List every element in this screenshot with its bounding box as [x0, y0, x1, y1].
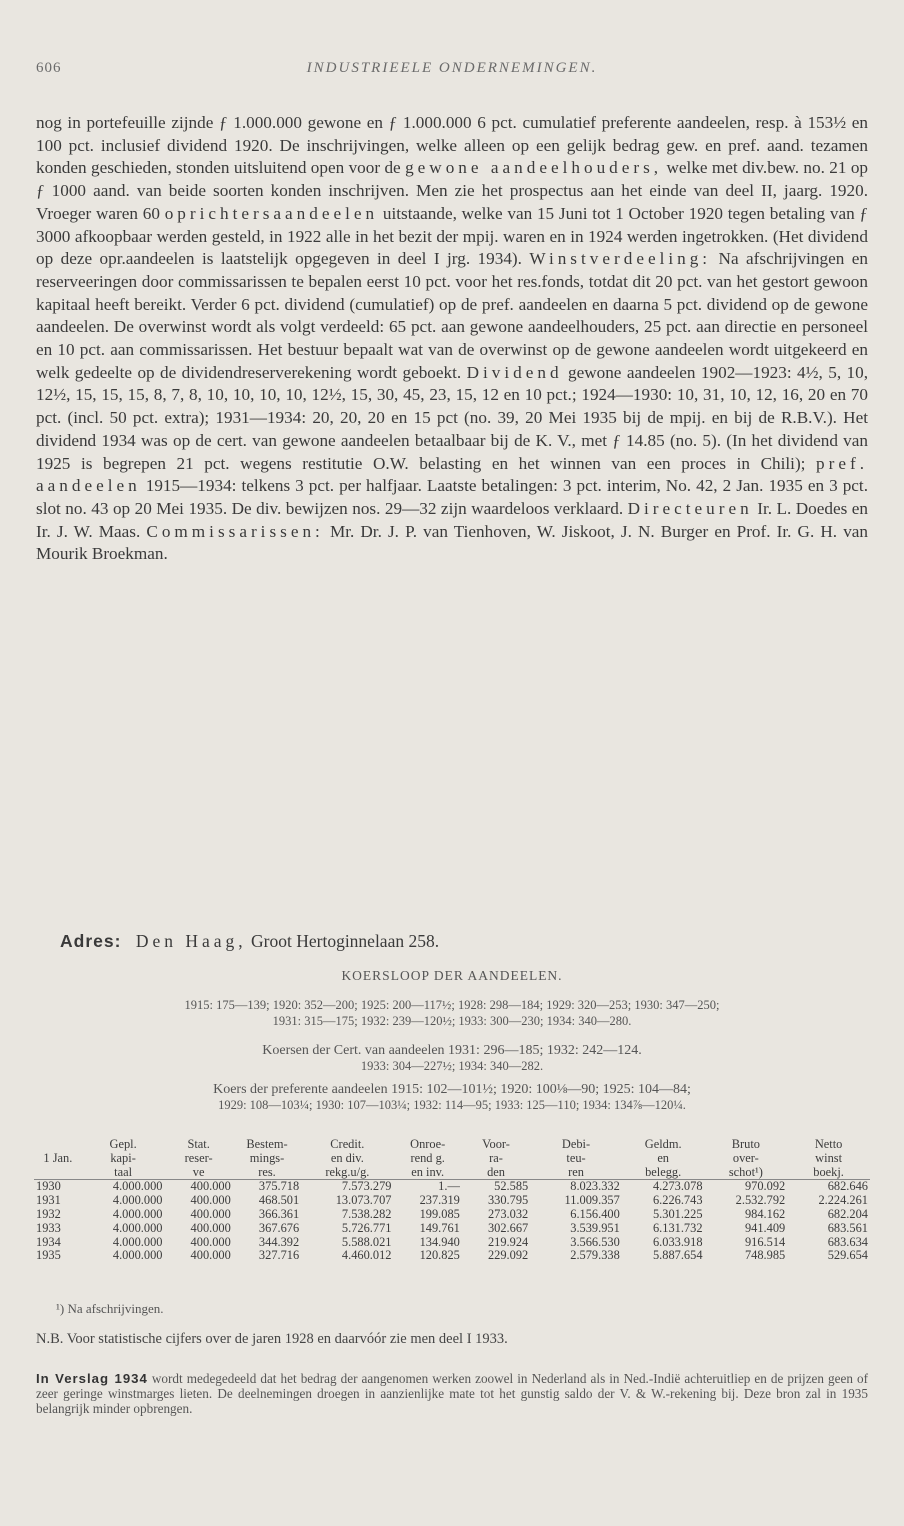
- address-city: Den Haag,: [135, 931, 247, 951]
- table-header-cell: [34, 1138, 82, 1152]
- table-cell: 400.000: [190, 1179, 231, 1194]
- table-cell: 5.726.771: [341, 1220, 392, 1235]
- table-year-cell: 1930: [36, 1179, 61, 1194]
- table-footnote: ¹) Na afschrijvingen.: [56, 1301, 164, 1316]
- nb-note: N.B. Voor statistische cijfers over de jaren 1928 en daarvóór zie men deel I 1933.: [36, 1331, 508, 1347]
- page-header: [36, 60, 868, 84]
- table-cell: 5.588.021: [341, 1234, 392, 1249]
- financial-table-head: [34, 1138, 870, 1180]
- spaced-term-commissarissen: Commissarissen:: [146, 521, 324, 541]
- table-header-cell: reser-: [184, 1150, 213, 1165]
- table-cell: 2.224.261: [818, 1193, 868, 1208]
- table-cell: 120.825: [419, 1248, 460, 1263]
- table-cell: 984.162: [744, 1206, 786, 1221]
- table-header-cell: boekj.: [787, 1166, 870, 1180]
- table-header-cell: mings-: [249, 1150, 285, 1165]
- table-header-row: [34, 1152, 870, 1166]
- table-header-cell: rekg.u/g.: [301, 1166, 393, 1180]
- table-cell: 529.654: [827, 1248, 868, 1263]
- table-header-row: [34, 1166, 870, 1180]
- table-header-cell: rend g.: [410, 1150, 445, 1165]
- table-header-cell: en inv.: [393, 1166, 461, 1180]
- table-header-cell: taal: [82, 1166, 165, 1180]
- body-paragraph: [36, 112, 868, 566]
- table-header-cell: res.: [233, 1166, 301, 1180]
- table-cell: 748.985: [744, 1248, 786, 1263]
- table-year-cell: 1935: [36, 1248, 61, 1263]
- table-cell: 273.032: [487, 1206, 529, 1221]
- table-cell: 52.585: [494, 1179, 529, 1194]
- text-segment: uitstaande, welke van 15 Juni tot 1 October 1920 tegen betaling van ƒ 3000 afkoopbaar werden gesteld, in 1922 alle in het bezit der mpij. waren en in 1924 werden ingetrokken. (Het dividend op deze opr.aandeelen is laatstelijk opgegeven in deel I jrg. 1934).: [36, 203, 869, 269]
- spaced-term-pref: pref. aandeelen: [36, 453, 868, 496]
- spaced-term-dividend: Dividend: [466, 362, 563, 382]
- table-cell: 7.538.282: [341, 1206, 392, 1221]
- table-cell: 5.887.654: [652, 1248, 703, 1263]
- table-header-cell: teu-: [566, 1150, 586, 1165]
- verslag-label: In Verslag 1934: [36, 1371, 148, 1386]
- table-cell: 4.000.000: [112, 1220, 163, 1235]
- table-header-cell: Netto: [814, 1137, 843, 1151]
- table-cell: 468.501: [258, 1193, 300, 1208]
- table-header-cell: [34, 1166, 82, 1180]
- table-header-cell: 1 Jan.: [43, 1150, 73, 1165]
- text-segment: Mr. Dr. J. P. van Tienhoven, W. Jiskoot, J. N. Burger en Prof. Ir. G. H. van Mourik Broekman.: [36, 521, 869, 564]
- table-cell: 2.532.792: [735, 1193, 786, 1208]
- table-cell: 6.156.400: [570, 1206, 620, 1221]
- table-cell: 1.—: [438, 1179, 460, 1194]
- table-cell: 7.573.279: [341, 1179, 392, 1194]
- table-cell: 375.718: [258, 1179, 300, 1194]
- koersloop-line: Koersen der Cert. van aandeelen 1931: 296—185; 1932: 242—124.: [262, 1043, 642, 1058]
- table-cell: 134.940: [419, 1234, 460, 1249]
- table-header-cell: Geldm.: [644, 1137, 682, 1151]
- table-row: [34, 1194, 870, 1208]
- table-cell: 330.795: [487, 1193, 529, 1208]
- table-cell: 400.000: [190, 1193, 231, 1208]
- table-row: [34, 1249, 870, 1263]
- table-header-cell: schot¹): [705, 1166, 788, 1180]
- verslag-text: wordt medegedeeld dat het bedrag der aangenomen werken zoowel in Nederland als in Ned.-Indië achteruitliep en de prijzen geen of zeer geringe winstmarges lieten. De deelnemingen droegen in aanzienlijke mate tot het gunstig saldo der V. & W.-rekening bij. Deze bron zal in 1935 belangrijk minder opbrengen.: [36, 1371, 868, 1417]
- table-cell: 2.579.338: [570, 1248, 620, 1263]
- koersloop-line: Koers der preferente aandeelen 1915: 102—101½; 1920: 100⅛—90; 1925: 104—84;: [213, 1082, 691, 1097]
- text-segment: gewone aandeelen 1902—1923: 4½, 5, 10, 12½, 15, 15, 15, 8, 7, 8, 10, 10, 10, 10, 12½, 15, 30, 45, 23, 15, 12 en 10 pct.; 1924—1930: 10, 31, 10, 12, 16, 20 en 70 pct. (incl. 50 pct. extra); 1931—1934: 20, 20, 20 en 15 pct (no. 39, 20 Mei 1935 bij de mpij. en bij de R.B.V.). Het dividend 1934 was op de cert. van gewone aandeelen betaalbaar bij de K. V., met ƒ 14.85 (no. 5). (In het dividend van 1925 is begrepen 21 pct. wegens restitutie O.W. belasting en het winnen van een proces in Chili);: [36, 362, 868, 473]
- table-cell: 199.085: [419, 1206, 460, 1221]
- text-segment: 1915—1934: telkens 3 pct. per halfjaar. Laatste betalingen: 3 pct. interim, No. 42, 2 Jan. 1935 en 3 pct. slot no. 43 op 20 Mei 1935. De div. bewijzen nos. 29—32 zijn waardeloos verklaard.: [36, 476, 869, 518]
- table-header-cell: den: [462, 1166, 530, 1180]
- table-cell: 4.460.012: [341, 1248, 392, 1263]
- table-year-cell: 1933: [36, 1220, 61, 1235]
- koersloop-gewone: [36, 998, 868, 1029]
- table-year-cell: 1931: [36, 1193, 61, 1208]
- running-title: INDUSTRIEELE ONDERNEMINGEN.: [306, 60, 598, 76]
- koersloop-cert: [36, 1043, 868, 1074]
- table-row: [34, 1236, 870, 1250]
- koersloop-line: 1929: 108—103¼; 1930: 107—103¼; 1932: 114—95; 1933: 125—110; 1934: 134⅞—120¼.: [218, 1097, 686, 1112]
- table-row: [34, 1180, 870, 1194]
- table-header-cell: Bruto: [731, 1137, 760, 1151]
- spaced-term-oprichters: oprichtersaandeelen: [164, 203, 379, 223]
- text-segment: Ir. L. Doedes en Ir. J. W. Maas.: [36, 498, 869, 541]
- table-header-cell: over-: [732, 1150, 759, 1165]
- address-street: Groot Hertoginnelaan 258.: [251, 931, 440, 951]
- spaced-term-gewone: gewone aandeelhouders,: [405, 158, 663, 178]
- table-cell: 219.924: [487, 1234, 529, 1249]
- table-cell: 3.566.530: [570, 1234, 620, 1249]
- table-header-cell: en: [657, 1150, 670, 1165]
- verslag-paragraph: [36, 1371, 868, 1417]
- table-cell: 682.646: [827, 1179, 868, 1194]
- table-cell: 683.561: [827, 1220, 868, 1235]
- table-cell: 400.000: [190, 1220, 231, 1235]
- spaced-term-directeuren: Directeuren: [627, 498, 753, 518]
- table-cell: 344.392: [258, 1234, 300, 1249]
- table-cell: 13.073.707: [335, 1193, 392, 1208]
- table-year-cell: 1934: [36, 1234, 61, 1249]
- table-header-cell: ve: [164, 1166, 232, 1180]
- table-cell: 11.009.357: [564, 1193, 620, 1208]
- table-cell: 941.409: [744, 1220, 786, 1235]
- table-header-cell: kapi-: [110, 1150, 136, 1165]
- table-cell: 400.000: [190, 1234, 231, 1249]
- table-header-cell: Onroe-: [410, 1137, 446, 1151]
- text-segment: welke met div.bew. no. 21 op ƒ 1000 aand. van beide soorten konden inschrijven. Men zie het prospectus aan het einde van deel II, jaarg. 1920. Vroeger waren 60: [36, 158, 869, 223]
- table-cell: 8.023.332: [570, 1179, 620, 1194]
- table-cell: 4.000.000: [112, 1179, 163, 1194]
- table-header-cell: Debi-: [561, 1137, 591, 1151]
- table-cell: 3.539.951: [570, 1220, 620, 1235]
- article-body: [36, 112, 868, 566]
- table-header-cell: winst: [815, 1150, 843, 1165]
- financial-table: [34, 1138, 870, 1263]
- koersloop-title: KOERSLOOP DER AANDEELEN.: [341, 968, 563, 983]
- table-row: [34, 1208, 870, 1222]
- financial-table-body: [34, 1180, 870, 1263]
- table-cell: 400.000: [190, 1248, 231, 1263]
- page-number: 606: [36, 60, 62, 76]
- table-cell: 4.273.078: [652, 1179, 703, 1194]
- table-row: [34, 1222, 870, 1236]
- koersloop-line: 1933: 304—227½; 1934: 340—282.: [360, 1058, 544, 1073]
- spaced-term-winstverdeeling: Winstverdeeling:: [529, 249, 712, 269]
- table-cell: 970.092: [744, 1179, 786, 1194]
- table-cell: 683.634: [827, 1234, 868, 1249]
- table-cell: 229.092: [487, 1248, 529, 1263]
- table-header-cell: Bestem-: [246, 1137, 288, 1151]
- table-cell: 4.000.000: [112, 1193, 163, 1208]
- table-cell: 400.000: [190, 1206, 231, 1221]
- address-line: [60, 930, 870, 952]
- koersloop-line: 1931: 315—175; 1932: 239—120½; 1933: 300—230; 1934: 340—280.: [272, 1013, 632, 1028]
- koersloop-pref: [36, 1082, 868, 1113]
- table-cell: 6.131.732: [652, 1220, 703, 1235]
- table-cell: 916.514: [744, 1234, 786, 1249]
- table-cell: 682.204: [827, 1206, 868, 1221]
- koersloop-line: 1915: 175—139; 1920: 352—200; 1925: 200—117½; 1928: 298—184; 1929: 320—253; 1930: 347—250;: [184, 998, 720, 1012]
- address-label: Adres:: [60, 931, 122, 951]
- table-cell: 6.226.743: [652, 1193, 703, 1208]
- table-cell: 237.319: [419, 1193, 460, 1208]
- table-cell: 367.676: [258, 1220, 300, 1235]
- table-cell: 4.000.000: [112, 1206, 163, 1221]
- text-segment: nog in portefeuille zijnde ƒ 1.000.000 gewone en ƒ 1.000.000 6 pct. cumulatief preferente aandeelen, resp. à 153½ en 100 pct. inclusief dividend 1920. De inschrijvingen, welke alleen op een gelijk bedrag gew. en pref. aand. tezamen konden geschieden, stonden uitsluitend open voor de: [36, 113, 868, 178]
- table-header-cell: Gepl.: [109, 1137, 137, 1151]
- table-cell: 4.000.000: [112, 1234, 163, 1249]
- table-cell: 302.667: [487, 1220, 529, 1235]
- table-header-row: [34, 1138, 870, 1152]
- table-cell: 6.033.918: [652, 1234, 703, 1249]
- table-cell: 4.000.000: [112, 1248, 163, 1263]
- table-header-cell: ren: [530, 1166, 622, 1180]
- table-header-cell: belegg.: [622, 1166, 705, 1180]
- table-cell: 366.361: [258, 1206, 300, 1221]
- table-cell: 327.716: [258, 1248, 300, 1263]
- table-cell: 149.761: [419, 1220, 460, 1235]
- table-cell: 5.301.225: [652, 1206, 703, 1221]
- table-header-cell: Stat.: [187, 1137, 210, 1151]
- table-header-cell: Voor-: [482, 1137, 510, 1151]
- table-header-cell: en div.: [330, 1150, 364, 1165]
- text-segment: Na afschrijvingen en reserveeringen door commissarissen te bepalen eerst 10 pct. voor het res.fonds, totdat dit 20 pct. van het gestort gewoon kapitaal heeft bereikt. Verder 6 pct. dividend (cumulatief) op de pref. aandeelen en daarna 5 pct. dividend op de gewone aandeelen. De overwinst wordt als volgt verdeeld: 65 pct. aan gewone aandeelhouders, 25 pct. aan directie en personeel en 10 pct. aan commissarissen. Het bestuur bepaalt wat van de overwinst op de gewone aandeelen wordt uitgekeerd en welk gedeelte op de dividendreserverekening wordt geboekt.: [36, 249, 869, 382]
- table-header-cell: Credit.: [330, 1137, 365, 1151]
- table-header-cell: ra-: [489, 1150, 503, 1165]
- table-year-cell: 1932: [36, 1206, 61, 1221]
